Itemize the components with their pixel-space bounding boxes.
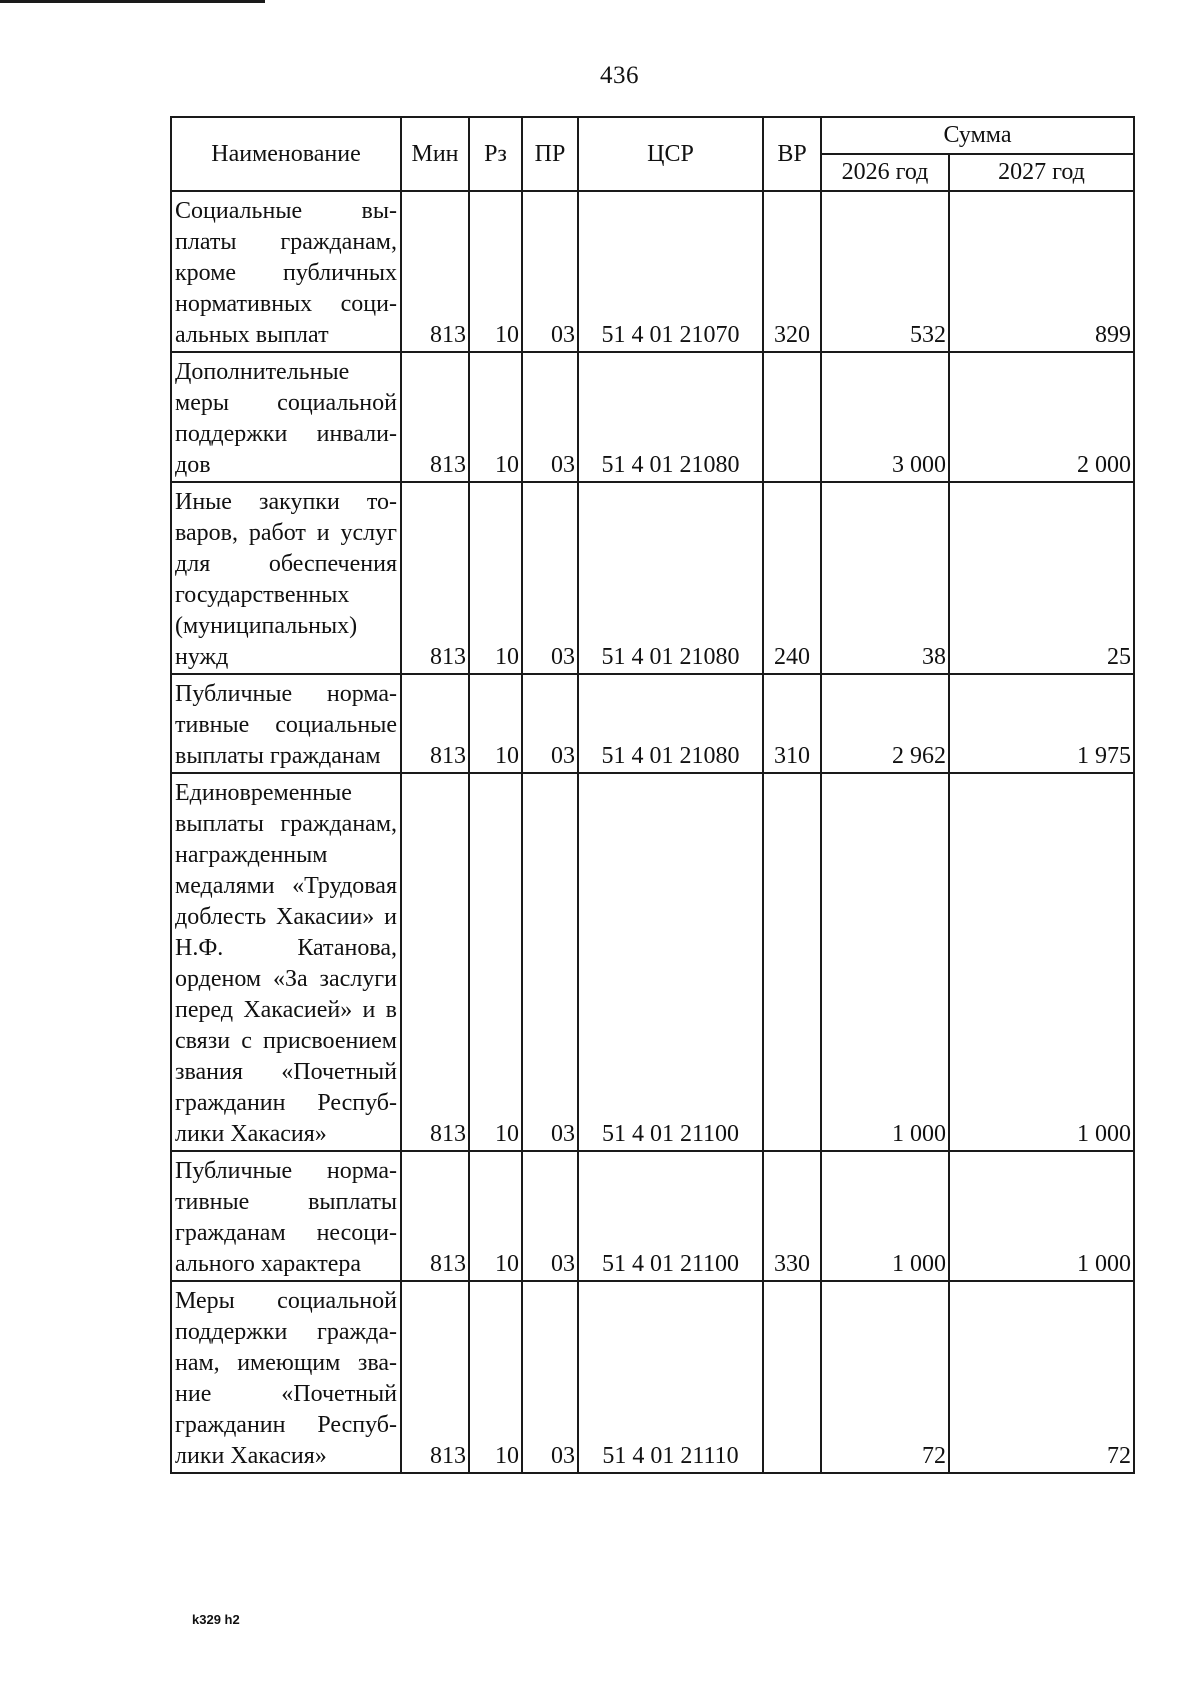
row-sum-2027: 1 975 [949,674,1134,773]
table-header [171,117,1134,191]
footer-code: k329 h2 [192,1612,240,1627]
row-name: Публичные нормативные социальные выплаты гражданам [171,674,401,773]
row-vr [763,773,821,1151]
row-sum-2026: 2 962 [821,674,949,773]
row-rz: 10 [469,352,522,482]
row-csr: 51 4 01 21070 [578,191,763,352]
row-min: 813 [401,1151,469,1281]
row-sum-2027: 2 000 [949,352,1134,482]
row-sum-2027: 1 000 [949,773,1134,1151]
row-pr: 03 [522,674,578,773]
row-vr [763,1281,821,1473]
row-rz: 10 [469,674,522,773]
row-min: 813 [401,191,469,352]
row-csr: 51 4 01 21110 [578,1281,763,1473]
row-vr: 320 [763,191,821,352]
row-csr: 51 4 01 21080 [578,674,763,773]
scan-edge [0,0,265,3]
row-name: Иные закупки товаров, работ и услуг для обеспечения государственных (муниципальных) нужд [171,482,401,674]
table-body [171,191,1134,1473]
page-number: 436 [600,62,639,89]
header-csr: ЦСР [578,117,763,191]
row-sum-2027: 25 [949,482,1134,674]
row-name: Единовременные выплаты гражданам, награжденным медалями «Трудовая доблесть Хакасии» и Н.Ф. Катанова, орденом «За заслуги перед Хакасией» и в связи с присвоением звания «Почетный гражданин Республики Хакасия» [171,773,401,1151]
row-sum-2026: 1 000 [821,1151,949,1281]
row-csr: 51 4 01 21100 [578,773,763,1151]
row-name: Социальные выплаты гражданам, кроме публичных нормативных социальных выплат [171,191,401,352]
row-pr: 03 [522,482,578,674]
table-row [171,482,1134,674]
table-row [171,352,1134,482]
row-rz: 10 [469,1151,522,1281]
row-csr: 51 4 01 21080 [578,482,763,674]
row-csr: 51 4 01 21100 [578,1151,763,1281]
row-min: 813 [401,773,469,1151]
row-vr [763,352,821,482]
header-year-2026: 2026 год [821,154,949,191]
row-rz: 10 [469,482,522,674]
row-name: Меры социальной поддержки гражданам, имеющим звание «Почетный гражданин Республики Хакасия» [171,1281,401,1473]
row-sum-2027: 72 [949,1281,1134,1473]
row-sum-2026: 3 000 [821,352,949,482]
row-sum-2026: 1 000 [821,773,949,1151]
row-rz: 10 [469,191,522,352]
row-pr: 03 [522,1281,578,1473]
row-rz: 10 [469,1281,522,1473]
header-sum: Сумма [821,117,1134,154]
row-min: 813 [401,482,469,674]
table-row [171,191,1134,352]
header-name: Наименование [171,117,401,191]
header-min: Мин [401,117,469,191]
row-pr: 03 [522,352,578,482]
row-min: 813 [401,674,469,773]
row-vr: 330 [763,1151,821,1281]
header-pr: ПР [522,117,578,191]
header-vr: ВР [763,117,821,191]
row-rz: 10 [469,773,522,1151]
row-vr: 310 [763,674,821,773]
row-pr: 03 [522,1151,578,1281]
table-row [171,1151,1134,1281]
header-year-2027: 2027 год [949,154,1134,191]
row-name: Дополнительные меры социальной поддержки инвалидов [171,352,401,482]
table-row [171,1281,1134,1473]
row-pr: 03 [522,191,578,352]
table-row [171,674,1134,773]
row-name: Публичные нормативные выплаты гражданам несоциального характера [171,1151,401,1281]
row-min: 813 [401,1281,469,1473]
row-min: 813 [401,352,469,482]
row-sum-2027: 1 000 [949,1151,1134,1281]
header-rz: Рз [469,117,522,191]
row-vr: 240 [763,482,821,674]
row-sum-2026: 532 [821,191,949,352]
table-row [171,773,1134,1151]
row-sum-2026: 72 [821,1281,949,1473]
row-csr: 51 4 01 21080 [578,352,763,482]
row-pr: 03 [522,773,578,1151]
budget-table [170,116,1135,1474]
row-sum-2026: 38 [821,482,949,674]
row-sum-2027: 899 [949,191,1134,352]
